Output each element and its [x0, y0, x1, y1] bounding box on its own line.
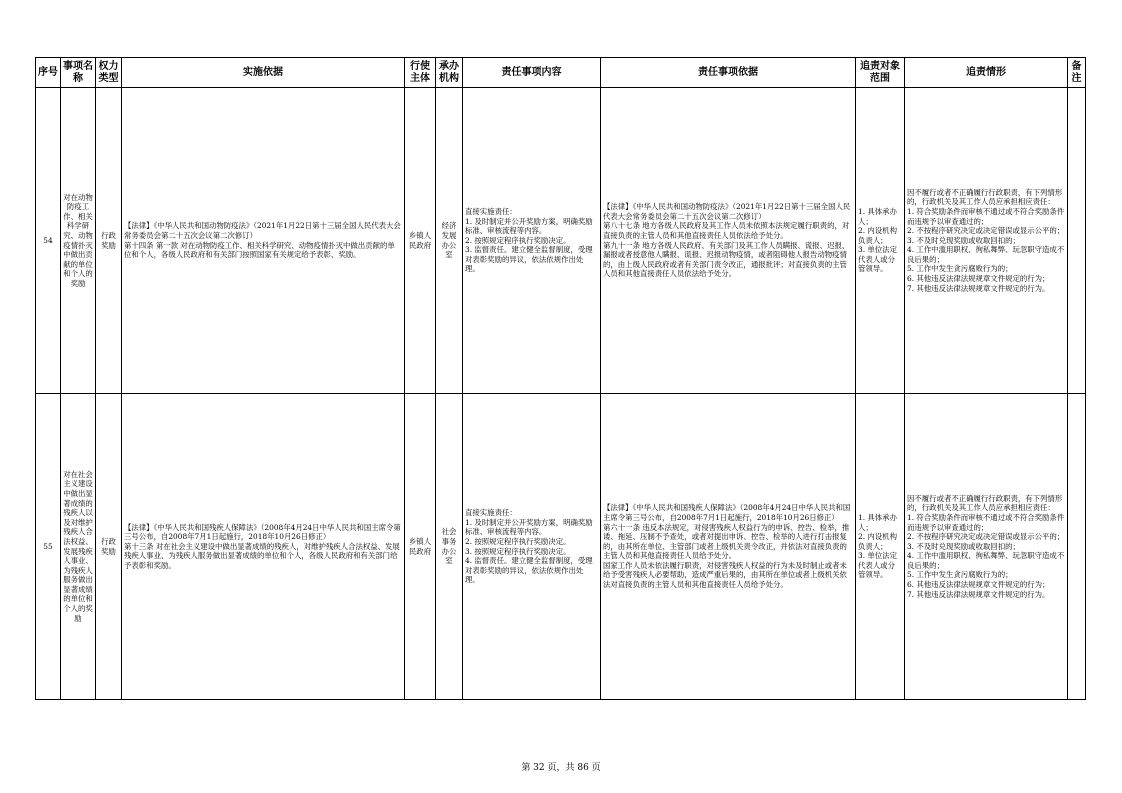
responsibility-table: [35, 57, 1086, 700]
cell-accountability-scope: 1. 具体承办人； 2. 内设机构负责人； 3. 单位法定代表人或分管领导。: [856, 88, 905, 394]
cell-resp-basis: 【法律】《中华人民共和国动物防疫法》（2021年1月22日第十三届全国人民代表大会常务委员会第二十五次会议第二次修订） 第八十七条 地方各级人民政府及其工作人员未依照本法规定履行职责的，对直接负责的主管人员和其他直接责任人员依法给予处分。 第九十一条 地方各级人民政府、有关部门及其工作人员瞒报、谎报、迟报、漏报或者授意他人瞒报、谎报、迟报动物疫情，或者阻碍他人报告动物疫情的，由上级人民政府或者有关部门责令改正，通报批评；对直接负责的主管人员和其他直接责任人员依法给予处分。: [601, 88, 856, 394]
cell-seq: 55: [36, 394, 61, 700]
cell-seq: 54: [36, 88, 61, 394]
header-power-type: 权力类型: [96, 58, 122, 88]
cell-agency: 经济发展办公室: [436, 88, 463, 394]
cell-remarks: [1068, 394, 1086, 700]
cell-accountability-cases: 因不履行或者不正确履行行政职责，有下列情形的，行政机关及其工作人员应承担相应责任： 1. 符合奖励条件而审核不通过或不符合奖励条件而违规予以审查通过的； 2. 不按程序研究决定或决定错误或显示公平的； 3. 不及时兑现奖励或收取回扣的； 4. 工作中滥用职权、徇私舞弊、玩忽职守造成不良后果的； 5. 工作中发生贪污腐败行为的； 6. 其他违反法律法规规章文件规定的行为； 7. 其他违反法律法规规章文件规定的行为。: [905, 394, 1068, 700]
header-seq: 序号: [36, 58, 61, 88]
cell-resp-basis: 【法律】《中华人民共和国残疾人保障法》（2008年4月24日中华人民共和国主席令第三号公布，自2008年7月1日起施行，2018年10月26日修正） 第六十一条 违反本法规定，对侵害残疾人权益行为的申诉、控告、检举，推诿、拖延、压制不予查处，或者对提出申诉、控告、检举的人进行打击报复的，由其所在单位、主管部门或者上级机关责令改正，并依法对直接负责的主管人员和其他直接责任人员给予处分。 国家工作人员未依法履行职责，对侵害残疾人权益的行为未及时制止或者未给予受害残疾人必要帮助，造成严重后果的，由其所在单位或者上级机关依法对直接负责的主管人员和其他直接责任人员给予处分。: [601, 394, 856, 700]
header-remarks: 备注: [1068, 58, 1086, 88]
header-resp-content: 责任事项内容: [463, 58, 601, 88]
cell-power-type: 行政奖励: [96, 394, 122, 700]
cell-item-name: 对在动物防疫工作、相关科学研究、动物疫情扑灭中做出贡献的单位和个人的奖励: [61, 88, 96, 394]
header-accountability-cases: 追责情形: [905, 58, 1068, 88]
header-item-name: 事项名称: [61, 58, 96, 88]
cell-basis: 【法律】《中华人民共和国动物防疫法》（2021年1月22日第十三届全国人民代表大会常务委员会第二十五次会议第二次修订） 第十四条 第一款 对在动物防疫工作、相关科学研究、动物疫情扑灭中做出贡献的单位和个人，各级人民政府和有关部门按照国家有关规定给予表彰、奖励。: [122, 88, 405, 394]
cell-subject: 乡镇人民政府: [405, 88, 436, 394]
cell-subject: 乡镇人民政府: [405, 394, 436, 700]
header-agency: 承办机构: [436, 58, 463, 88]
cell-item-name: 对在社会主义建设中做出显著成绩的残疾人以及对维护残疾人合法权益、发展残疾人事业、为残疾人服务做出显著成绩的单位和个人的奖励: [61, 394, 96, 700]
table-row: [36, 88, 1086, 394]
cell-power-type: 行政奖励: [96, 88, 122, 394]
cell-basis: 【法律】《中华人民共和国残疾人保障法》（2008年4月24日中华人民共和国主席令第三号公布，自2008年7月1日起施行，2018年10月26日修正） 第十三条 对在社会主义建设中做出显著成绩的残疾人，对维护残疾人合法权益、发展残疾人事业、为残疾人服务做出显著成绩的单位和个人，各级人民政府和有关部门给予表彰和奖励。: [122, 394, 405, 700]
cell-resp-content: 直接实施责任： 1. 及时制定并公开奖励方案，明确奖励标准、审核流程等内容。 2. 按照规定程序执行奖励决定。 3. 监督责任。建立健全监督制度，受理对表彰奖励的异议，依法依规作出处理。: [463, 88, 601, 394]
header-basis: 实施依据: [122, 58, 405, 88]
cell-accountability-cases: 因不履行或者不正确履行行政职责，有下列情形的，行政机关及其工作人员应承担相应责任： 1. 符合奖励条件而审核不通过或不符合奖励条件而违规予以审查通过的； 2. 不按程序研究决定或决定错误或显示公平的； 3. 不及时兑现奖励或收取回扣的； 4. 工作中滥用职权、徇私舞弊、玩忽职守造成不良后果的； 5. 工作中发生贪污腐败行为的； 6. 其他违反法律法规规章文件规定的行为； 7. 其他违反法律法规规章文件规定的行为。: [905, 88, 1068, 394]
table-row: [36, 394, 1086, 700]
header-accountability-scope: 追责对象范围: [856, 58, 905, 88]
cell-resp-content: 直接实施责任： 1. 及时制定并公开奖励方案，明确奖励标准、审核流程等内容。 2. 按照规定程序执行奖励决定。 3. 按照规定程序执行奖励决定。 4. 监督责任。建立健全监督制度，受理对表彰奖励的异议，依法依规作出处理。: [463, 394, 601, 700]
header-resp-basis: 责任事项依据: [601, 58, 856, 88]
cell-agency: 社会事务办公室: [436, 394, 463, 700]
cell-remarks: [1068, 88, 1086, 394]
header-subject: 行使主体: [405, 58, 436, 88]
cell-accountability-scope: 1. 具体承办人； 2. 内设机构负责人； 3. 单位法定代表人或分管领导。: [856, 394, 905, 700]
table-header-row: [36, 58, 1086, 88]
page-footer: 第 32 页，共 86 页: [521, 763, 601, 773]
